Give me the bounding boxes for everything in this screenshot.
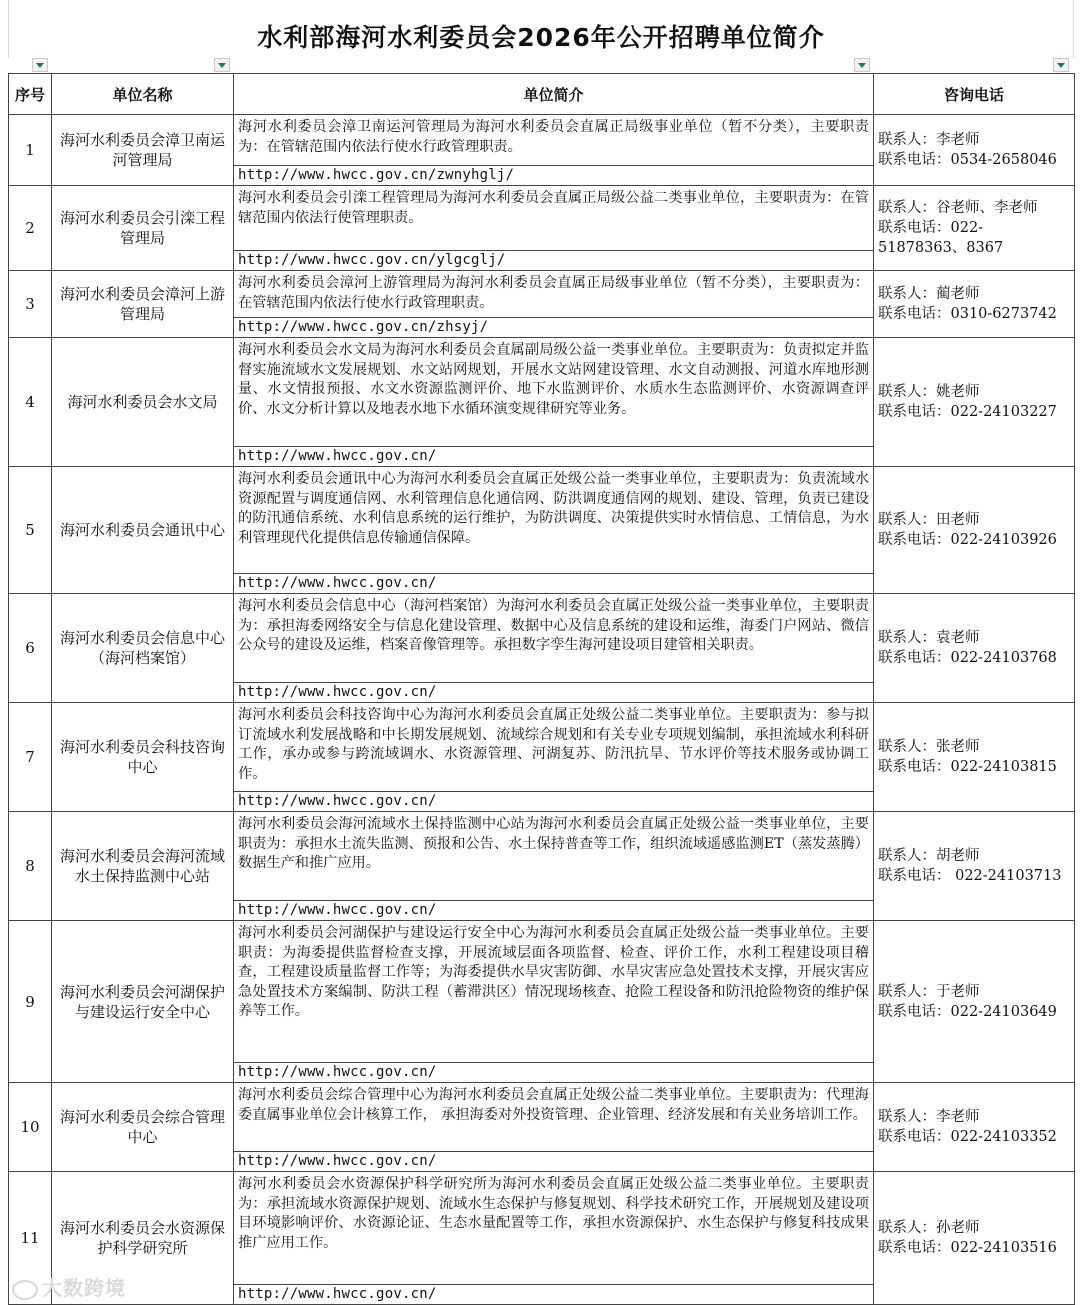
row-seq: 6 xyxy=(9,594,52,703)
units-table xyxy=(8,73,1075,1305)
contact-cell xyxy=(874,467,1075,594)
unit-desc-cell xyxy=(234,921,874,1083)
contact-cell xyxy=(874,921,1075,1083)
contact-cell xyxy=(874,1172,1075,1305)
contact-cell xyxy=(874,271,1075,338)
table-row xyxy=(9,921,1075,1083)
unit-desc-cell xyxy=(234,1172,874,1305)
table-row xyxy=(9,1083,1075,1172)
table-row xyxy=(9,338,1075,467)
unit-desc: 海河水利委员会海河流域水土保持监测中心站为海河水利委员会直属正处级公益一类事业单位，主要职责为：承担水土流失监测、预报和公告、水土保持普查等工作，组织流域遥感监测ET（蒸发蒸腾）数据生产和推广应用。 xyxy=(238,816,869,871)
unit-url[interactable]: http://www.hwcc.gov.cn/ xyxy=(234,1284,873,1304)
unit-name: 海河水利委员会通讯中心 xyxy=(52,467,234,594)
contact-cell xyxy=(874,812,1075,921)
contact-person: 联系人：田老师 xyxy=(878,512,980,528)
row-seq: 2 xyxy=(9,186,52,271)
contact-phone: 联系电话：022-24103352 xyxy=(878,1129,1057,1145)
unit-desc-cell xyxy=(234,703,874,812)
contact-cell xyxy=(874,703,1075,812)
table-row xyxy=(9,271,1075,338)
watermark xyxy=(12,1272,126,1301)
unit-name: 海河水利委员会漳卫南运河管理局 xyxy=(52,115,234,186)
unit-url[interactable]: http://www.hwcc.gov.cn/ xyxy=(234,682,873,702)
row-seq: 11 xyxy=(9,1172,52,1305)
contact-person: 联系人：谷老师、李老师 xyxy=(878,200,1038,216)
header-desc: 单位简介 xyxy=(234,74,874,115)
unit-name: 海河水利委员会综合管理中心 xyxy=(52,1083,234,1172)
contact-person: 联系人：姚老师 xyxy=(878,384,980,400)
unit-url[interactable]: http://www.hwcc.gov.cn/zwnyhglj/ xyxy=(234,165,873,185)
contact-person: 联系人：胡老师 xyxy=(878,848,980,864)
contact-person: 联系人：于老师 xyxy=(878,983,980,1000)
contact-cell xyxy=(874,594,1075,703)
contact-person: 联系人：袁老师 xyxy=(878,630,980,646)
row-seq: 3 xyxy=(9,271,52,338)
unit-desc: 海河水利委员会信息中心（海河档案馆）为海河水利委员会直属正处级公益一类事业单位，主要职责为：承担海委网络安全与信息化建设管理、数据中心及信息系统的建设和运维，海委门户网站、微信公众号的建设及运维，档案音像管理等。承担数字孪生海河建设项目建管相关职责。 xyxy=(238,598,869,653)
contact-person: 联系人：李老师 xyxy=(878,132,980,148)
unit-desc: 海河水利委员会综合管理中心为海河水利委员会直属正处级公益二类事业单位。主要职责为：代理海委直属事业单位会计核算工作， 承担海委对外投资管理、企业管理、经济发展和有关业务培训工作。 xyxy=(238,1087,869,1123)
title-row xyxy=(8,0,1074,58)
unit-desc-cell xyxy=(234,594,874,703)
row-seq: 9 xyxy=(9,921,52,1083)
filter-dropdown-icon[interactable] xyxy=(1053,58,1069,72)
unit-desc: 海河水利委员会漳河上游管理局为海河水利委员会直属正局级事业单位（暂不分类），主要职责为：在管辖范围内依法行使水行政管理职责。 xyxy=(238,275,869,311)
contact-cell xyxy=(874,1083,1075,1172)
unit-name: 海河水利委员会水资源保护科学研究所 xyxy=(52,1172,234,1305)
unit-url[interactable]: http://www.hwcc.gov.cn/ xyxy=(234,791,873,811)
unit-name: 海河水利委员会河湖保护与建设运行安全中心 xyxy=(52,921,234,1083)
unit-desc-cell xyxy=(234,115,874,186)
unit-url[interactable]: http://www.hwcc.gov.cn/ xyxy=(234,1151,873,1171)
contact-person: 联系人：孙老师 xyxy=(878,1220,980,1236)
filter-dropdown-icon[interactable] xyxy=(32,58,48,72)
contact-phone: 联系电话：022-24103815 xyxy=(878,759,1057,775)
unit-name: 海河水利委员会水文局 xyxy=(52,338,234,467)
unit-url[interactable]: http://www.hwcc.gov.cn/ xyxy=(234,900,873,920)
contact-cell xyxy=(874,115,1075,186)
unit-desc-cell xyxy=(234,338,874,467)
table-row xyxy=(9,115,1075,186)
contact-phone: 联系电话：022-51878363、8367 xyxy=(878,220,1004,256)
contact-phone: 联系电话： 022-24103713 xyxy=(878,868,1062,884)
table-row xyxy=(9,812,1075,921)
unit-desc: 海河水利委员会科技咨询中心为海河水利委员会直属正处级公益二类事业单位。主要职责为：参与拟订流域水利发展战略和中长期发展规划、流域综合规划和有关专业专项规划编制，承担流域水利科研工作，承办或参与跨流域调水、水资源管理、河湖复苏、防汛抗旱、节水评价等技术服务或协调工作。 xyxy=(238,707,869,782)
unit-desc-cell xyxy=(234,467,874,594)
unit-url[interactable]: http://www.hwcc.gov.cn/ylgcglj/ xyxy=(234,250,873,270)
unit-desc: 海河水利委员会水文局为海河水利委员会直属副局级公益一类事业单位。主要职责为：负责拟定并监督实施流域水文发展规划、水文站网规划，开展水文站网建设管理、水文自动测报、河道水库地形测量、水文情报预报、水文水资源监测评价、地下水监测评价、水质水生态监测评价、水资源调查评价、水文分析计算以及地表水地下水循环演变规律研究等业务。 xyxy=(238,342,869,417)
row-seq: 5 xyxy=(9,467,52,594)
spreadsheet xyxy=(8,0,1074,1302)
unit-desc-cell xyxy=(234,271,874,338)
unit-name: 海河水利委员会海河流域水土保持监测中心站 xyxy=(52,812,234,921)
filter-dropdown-icon[interactable] xyxy=(854,58,870,72)
header-seq: 序号 xyxy=(9,74,52,115)
contact-cell xyxy=(874,338,1075,467)
header-row xyxy=(9,74,1075,115)
contact-phone: 联系电话：0310-6273742 xyxy=(878,306,1057,322)
unit-url[interactable]: http://www.hwcc.gov.cn/zhsyj/ xyxy=(234,317,873,337)
row-seq: 4 xyxy=(9,338,52,467)
contact-phone: 联系电话：022-24103768 xyxy=(878,650,1057,666)
contact-phone: 联系电话：022-24103227 xyxy=(878,404,1057,420)
unit-desc: 海河水利委员会水资源保护科学研究所为海河水利委员会直属正处级公益二类事业单位。主要职责为：承担流域水资源保护规划、流域水生态保护与修复规划、科学技术研究工作，开展规划及建设项目环境影响评价、水资源论证、生态水量配置等工作，承担水资源保护、水生态保护与修复科技成果推广应用工作。 xyxy=(238,1176,869,1251)
unit-url[interactable]: http://www.hwcc.gov.cn/ xyxy=(234,573,873,593)
unit-name: 海河水利委员会漳河上游管理局 xyxy=(52,271,234,338)
contact-person: 联系人：蔺老师 xyxy=(878,286,980,302)
page-title: 水利部海河水利委员会2026年公开招聘单位简介 xyxy=(257,23,825,52)
contact-person: 联系人：张老师 xyxy=(878,739,980,755)
unit-url[interactable]: http://www.hwcc.gov.cn/ xyxy=(234,1062,873,1082)
row-seq: 7 xyxy=(9,703,52,812)
contact-phone: 联系电话：0534-2658046 xyxy=(878,152,1057,168)
contact-phone: 联系电话：022-24103926 xyxy=(878,532,1057,548)
table-row xyxy=(9,467,1075,594)
table-row xyxy=(9,703,1075,812)
unit-desc: 海河水利委员会河湖保护与建设运行安全中心为海河水利委员会直属正处级公益一类事业单位。主要职责：为海委提供监督检查支撑，开展流域层面各项监督、检查、评价工作，水利工程建设项目稽查，工程建设质量监督工作等；为海委提供水旱灾害防御、水旱灾害应急处置技术支撑，开展灾害应急处置技术方案编制、防洪工程（蓄滞洪区）情况现场核查、抢险工程设备和防汛抢险物资的维护保养等工作。 xyxy=(238,925,869,1019)
filter-dropdown-icon[interactable] xyxy=(214,58,230,72)
unit-desc-cell xyxy=(234,1083,874,1172)
header-name: 单位名称 xyxy=(52,74,234,115)
unit-url[interactable]: http://www.hwcc.gov.cn/ xyxy=(234,446,873,466)
unit-name: 海河水利委员会引滦工程管理局 xyxy=(52,186,234,271)
unit-name: 海河水利委员会信息中心（海河档案馆） xyxy=(52,594,234,703)
contact-cell xyxy=(874,186,1075,271)
unit-desc: 海河水利委员会通讯中心为海河水利委员会直属正处级公益一类事业单位，主要职责为：负责流域水资源配置与调度通信网、水利管理信息化通信网、防洪调度通信网的规划、建设、管理，负责已建设的防汛通信系统、水利信息系统的运行维护，为防洪调度、决策提供实时水情信息、工情信息，为水利管理现代化提供信息传输通信保障。 xyxy=(238,471,869,546)
unit-desc: 海河水利委员会漳卫南运河管理局为海河水利委员会直属正局级事业单位（暂不分类），主要职责为：在管辖范围内依法行使水行政管理职责。 xyxy=(238,119,869,155)
row-seq: 1 xyxy=(9,115,52,186)
watermark-logo-icon xyxy=(12,1280,38,1300)
contact-person: 联系人：李老师 xyxy=(878,1109,980,1125)
table-row xyxy=(9,1172,1075,1305)
contact-phone: 联系电话：022-24103649 xyxy=(878,1003,1057,1020)
unit-name: 海河水利委员会科技咨询中心 xyxy=(52,703,234,812)
table-row xyxy=(9,186,1075,271)
unit-desc: 海河水利委员会引滦工程管理局为海河水利委员会直属正局级公益二类事业单位，主要职责为：在管辖范围内依法行使管理职责。 xyxy=(238,190,869,226)
header-contact: 咨询电话 xyxy=(874,74,1075,115)
row-seq: 8 xyxy=(9,812,52,921)
row-seq: 10 xyxy=(9,1083,52,1172)
unit-desc-cell xyxy=(234,812,874,921)
unit-desc-cell xyxy=(234,186,874,271)
contact-phone: 联系电话：022-24103516 xyxy=(878,1240,1057,1256)
watermark-text: 大数跨境 xyxy=(42,1276,126,1300)
table-row xyxy=(9,594,1075,703)
